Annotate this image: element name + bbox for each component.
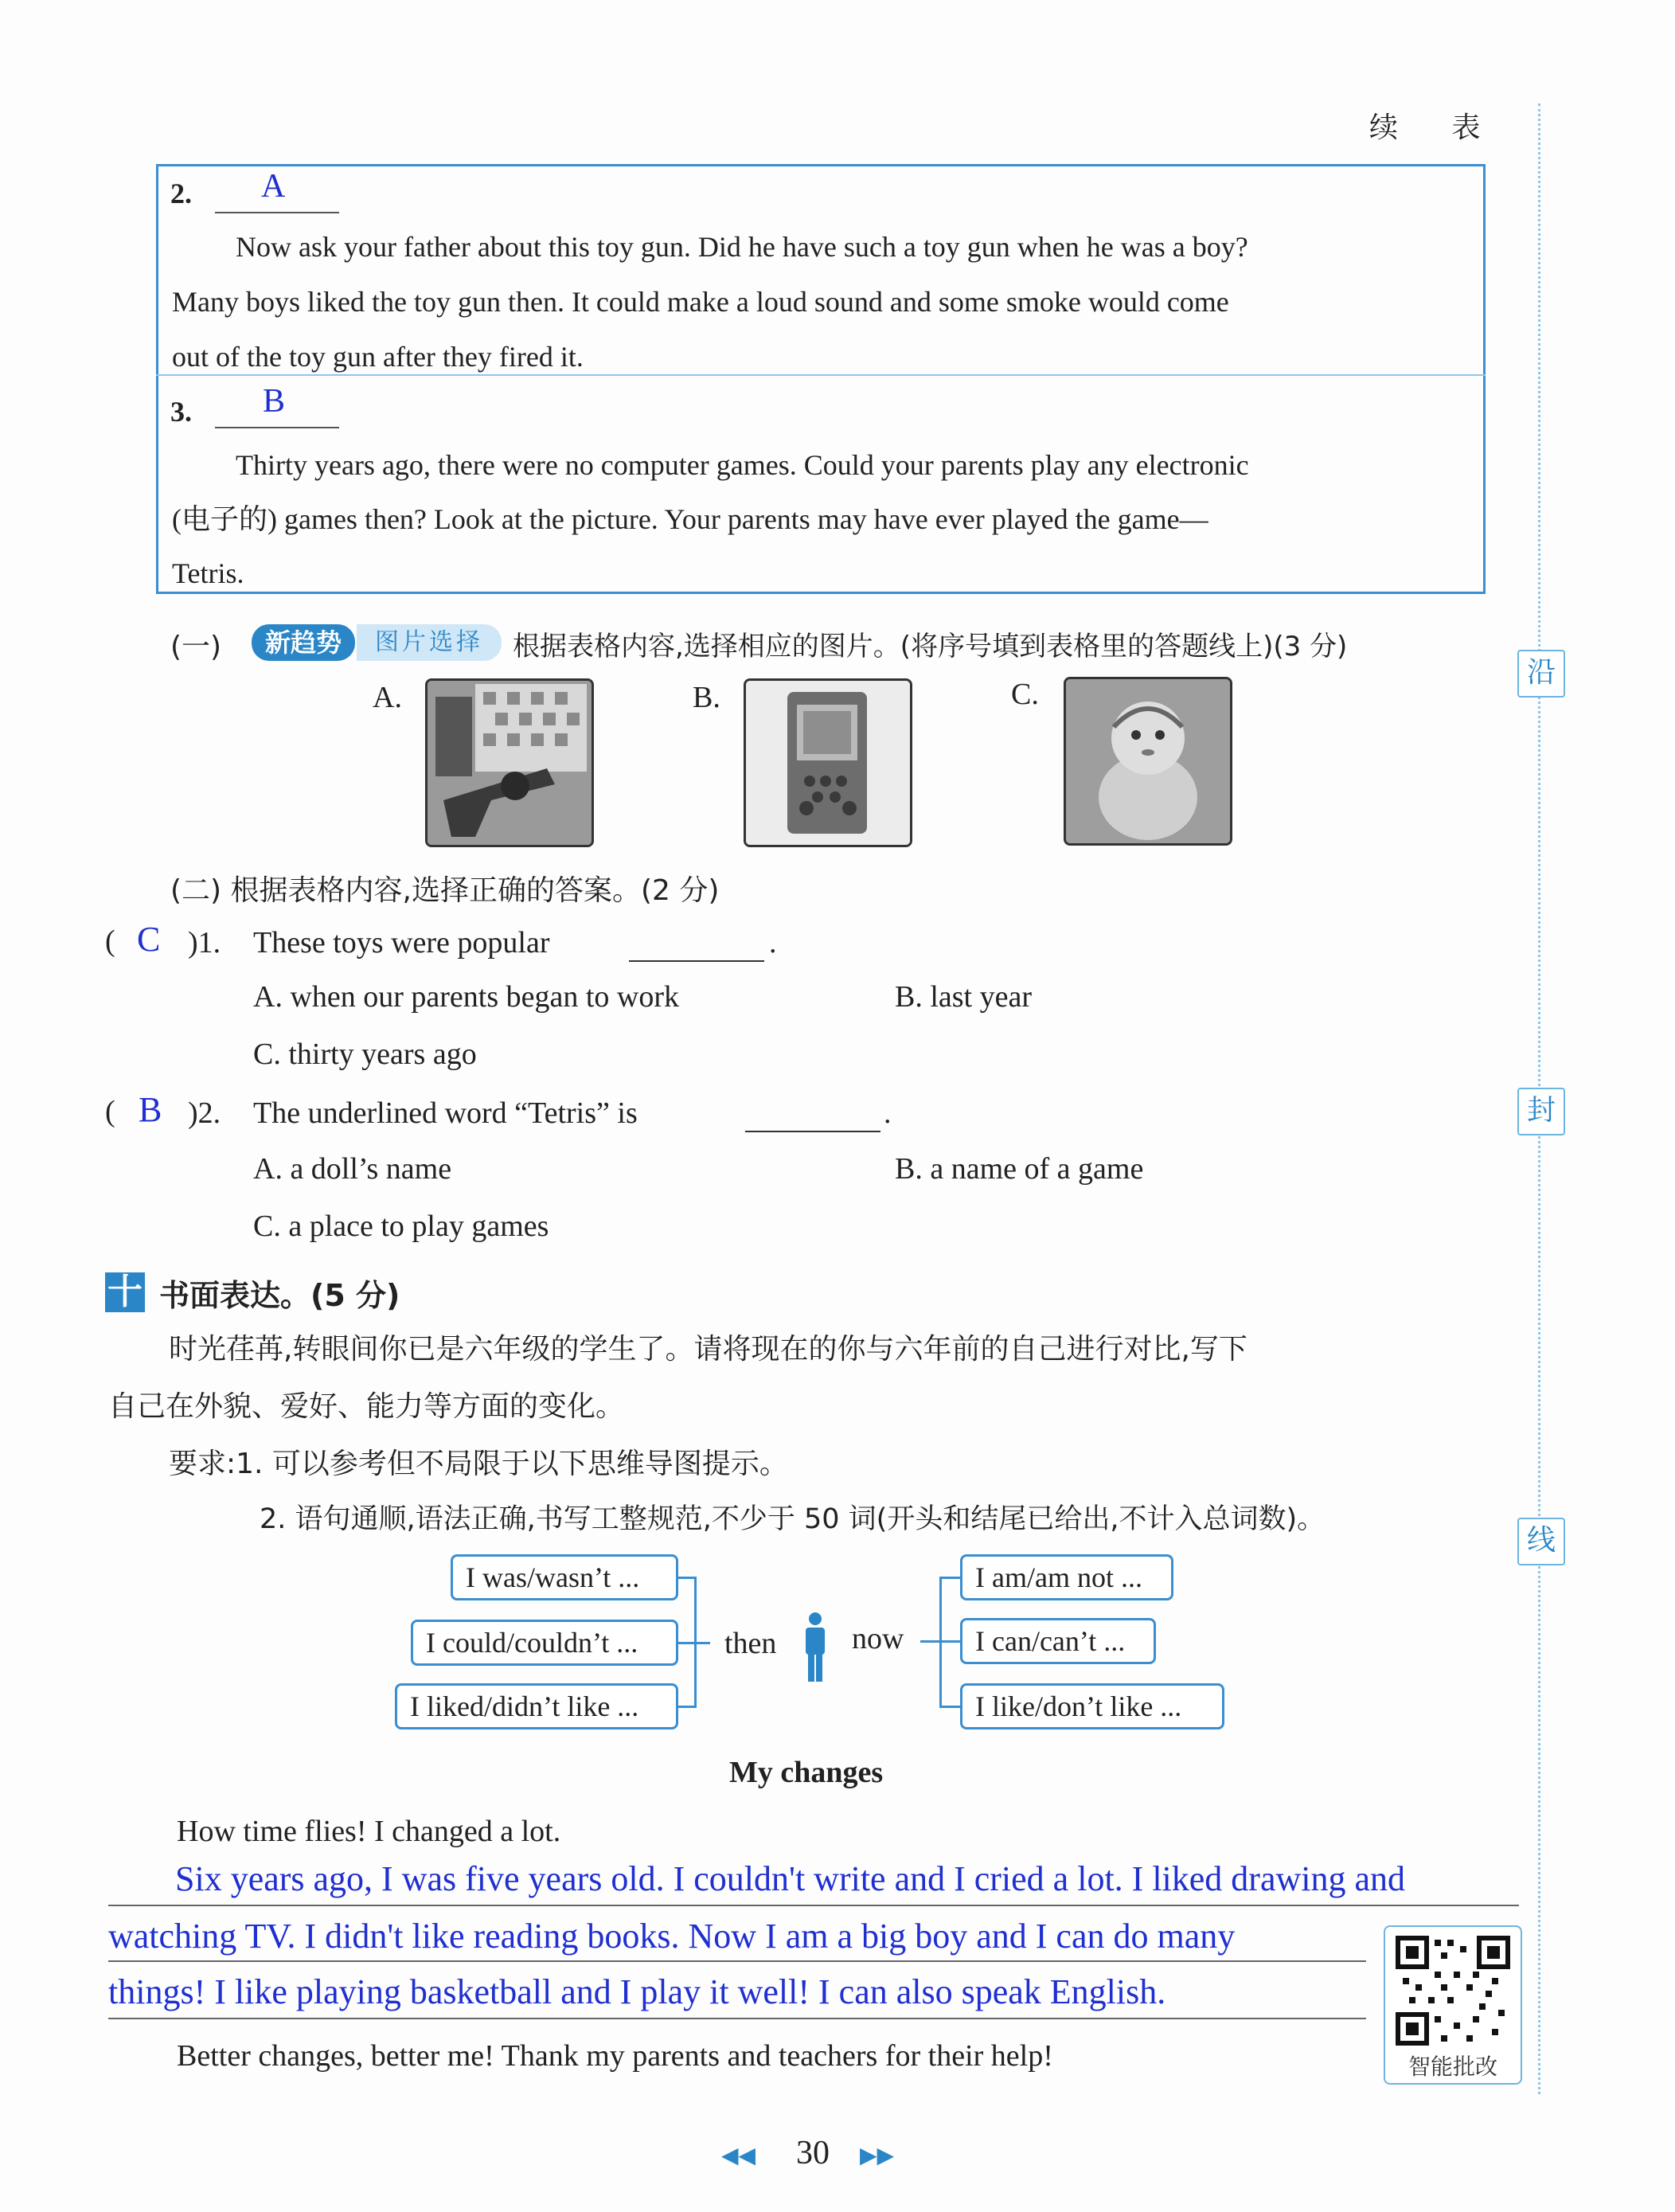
essay-opening: How time flies! I changed a lot. — [177, 1815, 561, 1848]
q2-answer: B — [139, 1090, 162, 1129]
row3-line-3: Tetris. — [172, 557, 244, 589]
side-mark-2: 封 — [1517, 1088, 1565, 1135]
continued-label: 续 表 — [1369, 111, 1503, 144]
picture-choice-tag: 图片选择 — [357, 624, 502, 661]
q1-option-b: B. last year — [895, 980, 1033, 1014]
q1-option-c: C. thirty years ago — [253, 1038, 477, 1071]
connector — [939, 1640, 962, 1643]
connector — [678, 1706, 696, 1708]
mindmap-now: now — [852, 1622, 904, 1655]
row2-answer: A — [261, 168, 286, 205]
side-mark-3: 线 — [1517, 1518, 1565, 1565]
connector — [694, 1577, 697, 1708]
handheld-game-photo — [744, 678, 912, 847]
mindmap-left-1: I was/wasn’t ... — [451, 1554, 678, 1600]
roly-poly-doll-photo — [1064, 677, 1232, 846]
connector — [678, 1577, 696, 1579]
prompt-line-1: 时光荏苒,转眼间你已是六年级的学生了。请将现在的你与六年前的自己进行对比,写下 — [169, 1333, 1247, 1366]
row3-number: 3. — [170, 396, 192, 428]
q2-blank — [745, 1131, 880, 1132]
q1-answer: C — [137, 920, 161, 959]
part1-prefix: (一) — [170, 631, 222, 663]
row2-line-3: out of the toy gun after they fired it. — [172, 341, 584, 373]
picture-label-a: A. — [373, 681, 402, 714]
q2-number: )2. — [188, 1096, 221, 1130]
q1-stem: These toys were popular — [253, 926, 550, 959]
essay-title: My changes — [729, 1756, 884, 1789]
connector — [920, 1640, 939, 1643]
row3-answer: B — [263, 383, 286, 420]
row2-number: 2. — [170, 178, 192, 209]
side-mark-1: 沿 — [1517, 650, 1565, 698]
requirement-2: 2. 语句通顺,语法正确,书写工整规范,不少于 50 词(开头和结尾已给出,不计入总词数)。 — [260, 1503, 1326, 1535]
qr-card[interactable] — [1384, 1925, 1522, 2085]
row2-line-1: Now ask your father about this toy gun. Did he have such a toy gun when he was a boy? — [236, 231, 1248, 263]
q2-open-paren: ( — [105, 1095, 115, 1128]
q1-number: )1. — [188, 926, 221, 959]
person-icon — [801, 1612, 830, 1686]
q1-option-a: A. when our parents began to work — [253, 980, 680, 1014]
row3-line-2: (电子的) games then? Look at the picture. Your parents may have ever played the game— — [172, 503, 1208, 535]
q2-option-c: C. a place to play games — [253, 1210, 549, 1243]
mindmap-right-3: I like/don’t like ... — [960, 1683, 1224, 1729]
new-trend-badge: 新趋势 — [252, 624, 355, 661]
mindmap-left-2: I could/couldn’t ... — [411, 1620, 678, 1666]
handwriting-line-1: Six years ago, I was five years old. I couldn't write and I cried a lot. I liked drawing and — [175, 1859, 1406, 1898]
writing-line — [108, 2018, 1366, 2019]
prompt-line-2: 自己在外貌、爱好、能力等方面的变化。 — [108, 1390, 625, 1423]
toy-gun-photo — [425, 678, 594, 847]
handwriting-line-2: watching TV. I didn't like reading books. Now I am a big boy and I can do many — [108, 1917, 1236, 1956]
row3-line-1: Thirty years ago, there were no computer games. Could your parents play any electronic — [236, 449, 1249, 481]
q2-stem: The underlined word “Tetris” is — [253, 1096, 638, 1130]
next-page-icon[interactable]: ▶▶ — [860, 2142, 895, 2168]
connector — [939, 1577, 962, 1579]
requirement-1: 要求:1. 可以参考但不局限于以下思维导图提示。 — [169, 1448, 788, 1480]
writing-line — [108, 1905, 1519, 1906]
handwriting-line-3: things! I like playing basketball and I play it well! I can also speak English. — [108, 1972, 1166, 2011]
picture-label-c: C. — [1011, 678, 1039, 711]
writing-line — [108, 1960, 1366, 1962]
prev-page-icon[interactable]: ◀◀ — [721, 2142, 756, 2168]
page-number: 30 — [796, 2135, 830, 2171]
part1-instruction: 根据表格内容,选择相应的图片。(将序号填到表格里的答题线上)(3 分) — [513, 631, 1348, 662]
essay-closing: Better changes, better me! Thank my parents and teachers for their help! — [177, 2039, 1053, 2073]
q2-option-b: B. a name of a game — [895, 1152, 1144, 1186]
row2-line-2: Many boys liked the toy gun then. It could make a loud sound and some smoke would come — [172, 286, 1229, 318]
part2-instruction: (二) 根据表格内容,选择正确的答案。(2 分) — [170, 874, 720, 907]
qr-label: 智能批改 — [1408, 2054, 1497, 2080]
q2-end: . — [884, 1096, 892, 1130]
connector — [939, 1706, 962, 1708]
q1-open-paren: ( — [105, 924, 115, 958]
mindmap-left-3: I liked/didn’t like ... — [395, 1683, 678, 1729]
row3-answer-line — [215, 427, 339, 428]
qr-code-icon — [1395, 1935, 1511, 2046]
section-ten-icon: 十 — [105, 1272, 145, 1312]
picture-label-b: B. — [693, 681, 720, 714]
q1-end: . — [769, 926, 777, 959]
mindmap-right-2: I can/can’t ... — [960, 1618, 1156, 1664]
section-ten-title: 书面表达。(5 分) — [159, 1278, 400, 1313]
row2-answer-line — [215, 212, 339, 213]
q1-blank — [629, 960, 764, 962]
mindmap-then: then — [724, 1627, 777, 1660]
q2-option-a: A. a doll’s name — [253, 1152, 452, 1186]
mindmap-right-1: I am/am not ... — [960, 1554, 1173, 1600]
